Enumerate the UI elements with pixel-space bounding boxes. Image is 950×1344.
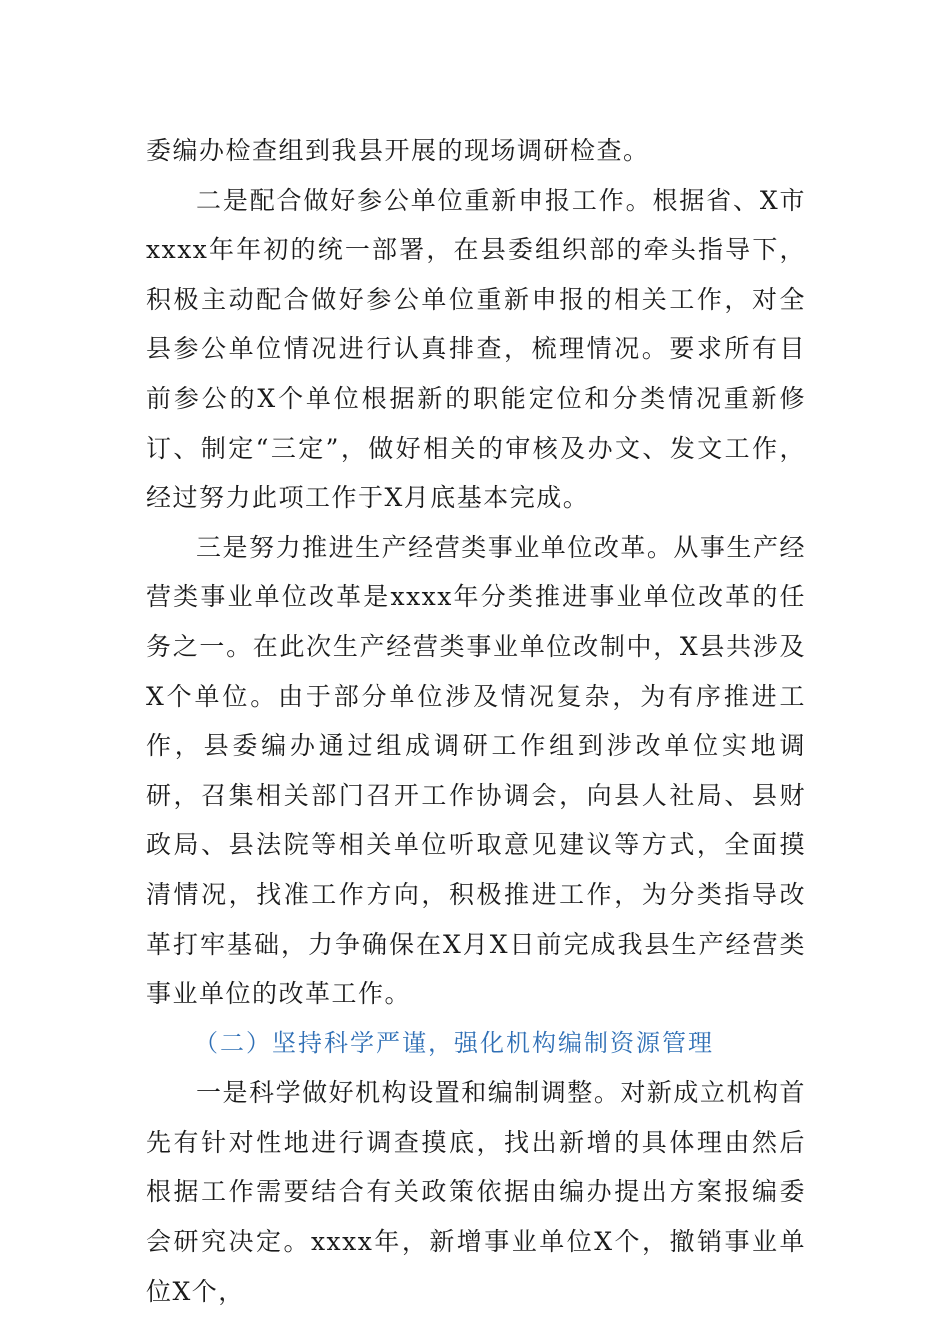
paragraph-second-item: 二是配合做好参公单位重新申报工作。根据省、X市xxxx年年初的统一部署，在县委组织部的牵头指导下，积极主动配合做好参公单位重新申报的相关工作，对全县参公单位情况进行认真排查，梳理情况。要求所有目前参公的X个单位根据新的职能定位和分类情况重新修订、制定“三定”，做好相关的审核及办文、发文工作，经过努力此项工作于X月底基本完成。	[146, 185, 806, 513]
section-heading: （二）坚持科学严谨，强化机构编制资源管理	[194, 1028, 714, 1057]
document-body	[146, 126, 806, 1316]
paragraph-third-item: 三是努力推进生产经营类事业单位改革。从事生产经营类事业单位改革是xxxx年分类推进事业单位改革的任务之一。在此次生产经营类事业单位改制中，X县共涉及X个单位。由于部分单位涉及情况复杂，为有序推进工作，县委编办通过组成调研工作组到涉改单位实地调研，召集相关部门召开工作协调会，向县人社局、县财政局、县法院等相关单位听取意见建议等方式，全面摸清情况，找准工作方向，积极推进工作，为分类指导改革打牢基础，力争确保在X月X日前完成我县生产经营类事业单位的改革工作。	[146, 532, 806, 1009]
paragraph-first-item: 一是科学做好机构设置和编制调整。对新成立机构首先有针对性地进行调查摸底，找出新增的具体理由然后根据工作需要结合有关政策依据由编办提出方案报编委会研究决定。xxxx年，新增事业单位X个，撤销事业单位X个，	[146, 1078, 806, 1306]
paragraph-continuation: 委编办检查组到我县开展的现场调研检查。	[146, 136, 650, 165]
